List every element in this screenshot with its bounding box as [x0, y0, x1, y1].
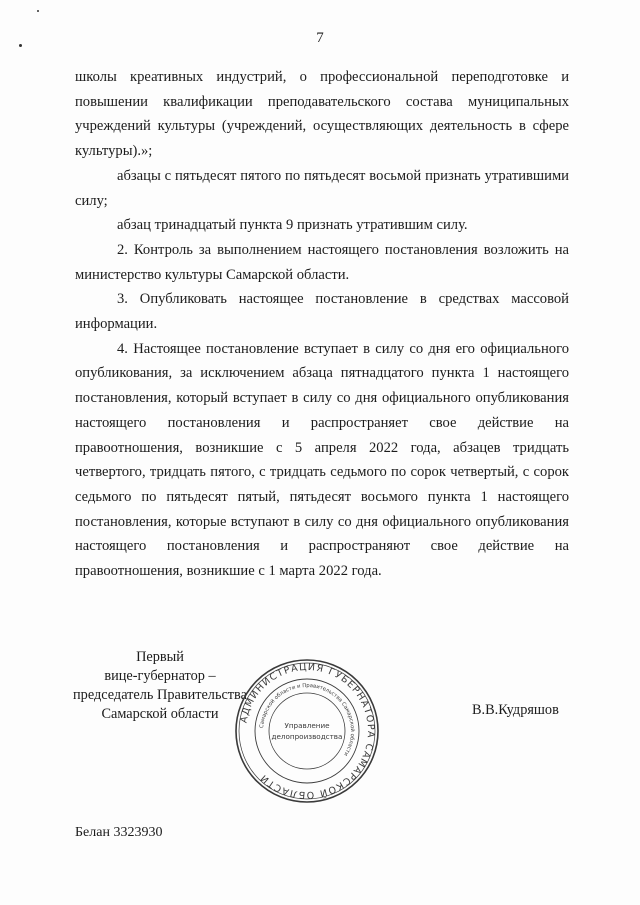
signatory-line: Первый	[136, 649, 184, 665]
signatory-line: председатель Правительства	[73, 687, 247, 703]
signer-name: В.В.Кудряшов	[472, 702, 559, 718]
seal-center-line: Управление	[284, 721, 330, 730]
seal-center-line: делопроизводства	[271, 732, 343, 741]
paragraph: 2. Контроль за выполнением настоящего постановления возложить на министерство культуры Самарской области.	[75, 241, 569, 283]
seal-graphic	[232, 656, 382, 806]
seal-outer-text: АДМИНИСТРАЦИЯ ГУБЕРНАТОРА САМАРСКОЙ ОБЛАСТИ	[238, 661, 377, 801]
page-number: 7	[316, 30, 324, 46]
paragraph: абзацы с пятьдесят пятого по пятьдесят восьмой признать утратившими силу;	[75, 167, 569, 209]
paragraph: 4. Настоящее постановление вступает в силу со дня его официального опубликования, за исключением абзаца пятнадцатого пункта 1 настоящего постановления, который вступает в силу со дня официального опубликования настоящего постановления и распространяет свое действие на правоотношения, возникшие с 5 апреля 2022 года, абзацев тридцать четвертого, тридцать пятого, с тридцать седьмого по сорок четвертый, с сорок седьмого по пятьдесят пятый, пятьдесят восьмого пункта 1 настоящего постановления, которые вступают в силу со дня официального опубликования настоящего постановления и распространяют свое действие на правоотношения, возникшие с 1 марта 2022 года.	[75, 340, 569, 580]
scan-speck	[37, 10, 39, 12]
signatory-title	[60, 648, 260, 724]
body-text	[75, 65, 569, 584]
signatory-line: вице-губернатор –	[104, 668, 216, 684]
paragraph: 3. Опубликовать настоящее постановление в средствах массовой информации.	[75, 291, 569, 333]
paragraph: абзац тринадцатый пункта 9 признать утратившим силу.	[117, 217, 468, 234]
seal-inner-text: Самарской области и Правительства Самарской области	[259, 682, 356, 757]
signatory-line: Самарской области	[101, 706, 219, 722]
executor-note: Белан 3323930	[75, 825, 163, 840]
official-seal	[232, 656, 382, 806]
paragraph: школы креативных индустрий, о профессиональной переподготовке и повышении квалификации преподавательского состава муниципальных учреждений культуры (учреждений, осуществляющих деятельность в сфере культуры).»;	[75, 69, 569, 160]
